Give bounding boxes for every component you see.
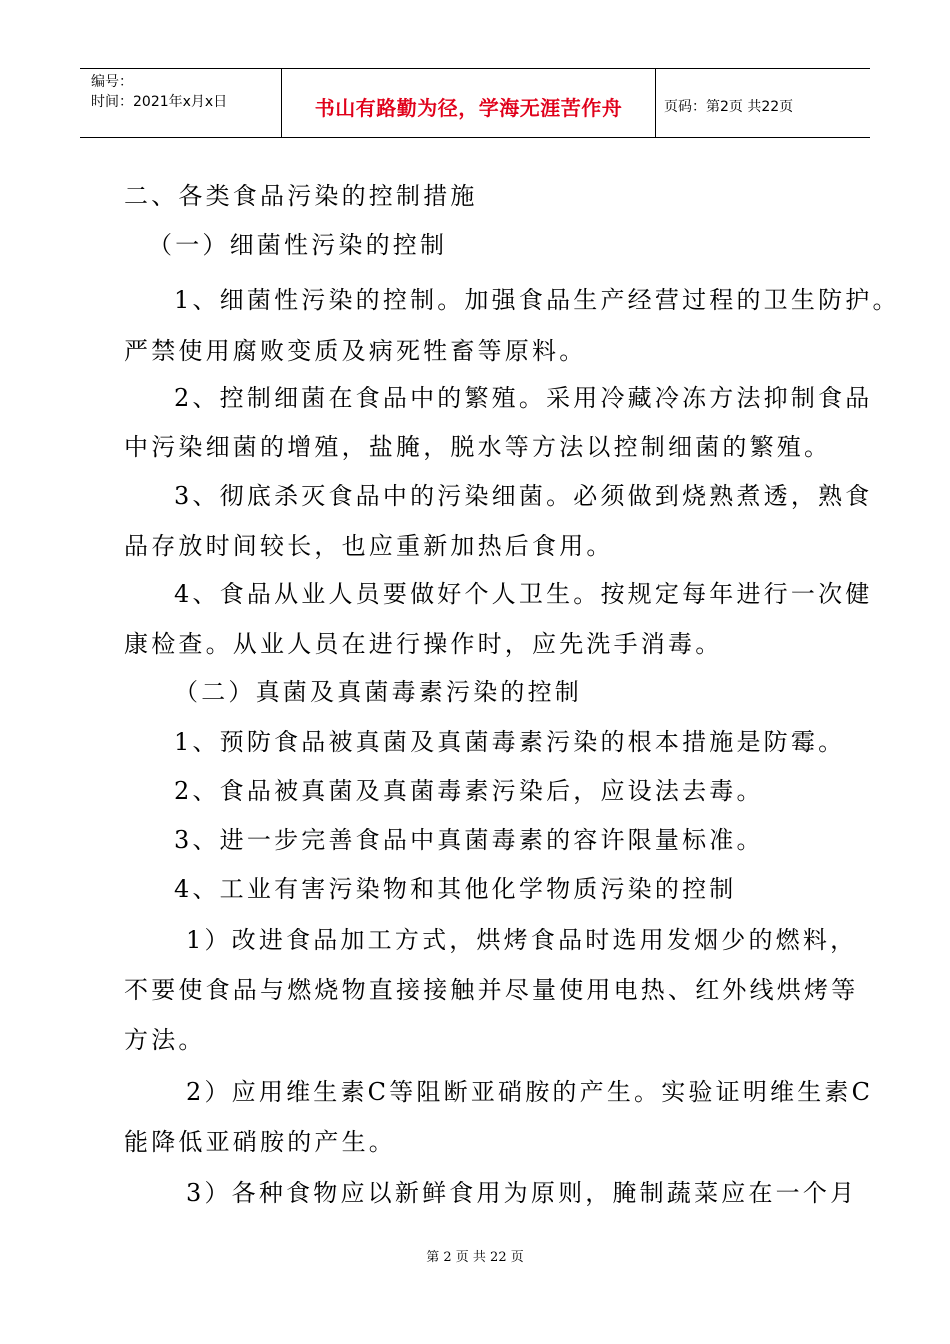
paragraph-1-line-2: 严禁使用腐败变质及病死牲畜等原料。 bbox=[124, 337, 587, 365]
header-page-code-cell bbox=[656, 69, 870, 137]
subsection-title-fungal: （二）真菌及真菌毒素污染的控制 bbox=[174, 678, 582, 706]
paragraph-3-line-2: 品存放时间较长，也应重新加热后食用。 bbox=[124, 532, 614, 560]
document-time-label: 时间：2021年x月x日 bbox=[91, 94, 228, 110]
paragraph-4-line-2: 康检查。从业人员在进行操作时，应先洗手消毒。 bbox=[124, 630, 723, 658]
chemical-item-2-line-1: 2）应用维生素C等阻断亚硝胺的产生。实验证明维生素C bbox=[186, 1078, 874, 1106]
header-left-cell bbox=[80, 69, 282, 137]
fungal-item-3: 3、进一步完善食品中真菌毒素的容许限量标准。 bbox=[174, 826, 764, 854]
paragraph-4-line-1: 4、食品从业人员要做好个人卫生。按规定每年进行一次健 bbox=[174, 580, 873, 608]
header-motto: 书山有路勤为径，学海无涯苦作舟 bbox=[314, 95, 623, 120]
section-title: 二、各类食品污染的控制措施 bbox=[124, 182, 478, 210]
header-table bbox=[80, 68, 870, 138]
paragraph-2-line-1: 2、控制细菌在食品中的繁殖。采用冷藏冷冻方法抑制食品 bbox=[174, 384, 873, 412]
header-motto-cell bbox=[282, 69, 656, 137]
fungal-item-2: 2、食品被真菌及真菌毒素污染后，应设法去毒。 bbox=[174, 777, 764, 805]
document-number-label: 编号： bbox=[91, 74, 133, 90]
paragraph-1-line-1: 1、细菌性污染的控制。加强食品生产经营过程的卫生防护。 bbox=[174, 286, 900, 314]
paragraph-3-line-1: 3、彻底杀灭食品中的污染细菌。必须做到烧熟煮透，熟食 bbox=[174, 482, 873, 510]
paragraph-2-line-2: 中污染细菌的增殖，盐腌，脱水等方法以控制细菌的繁殖。 bbox=[124, 433, 832, 461]
subsection-title-bacterial: （一）细菌性污染的控制 bbox=[148, 231, 448, 259]
chemical-item-2-line-2: 能降低亚硝胺的产生。 bbox=[124, 1128, 396, 1156]
fungal-item-1: 1、预防食品被真菌及真菌毒素污染的根本措施是防霉。 bbox=[174, 728, 846, 756]
chemical-item-3-line-1: 3）各种食物应以新鲜食用为原则，腌制蔬菜应在一个月 bbox=[186, 1179, 858, 1207]
chemical-item-1-line-1: 1）改进食品加工方式，烘烤食品时选用发烟少的燃料， bbox=[186, 926, 858, 954]
fungal-item-4: 4、工业有害污染物和其他化学物质污染的控制 bbox=[174, 875, 737, 903]
footer-page-number: 第 2 页 共 22 页 bbox=[426, 1250, 524, 1265]
chemical-item-1-line-3: 方法。 bbox=[124, 1026, 206, 1054]
chemical-item-1-line-2: 不要使食品与燃烧物直接接触并尽量使用电热、红外线烘烤等 bbox=[124, 976, 859, 1004]
header-page-code: 页码：第2页 共22页 bbox=[664, 99, 794, 115]
